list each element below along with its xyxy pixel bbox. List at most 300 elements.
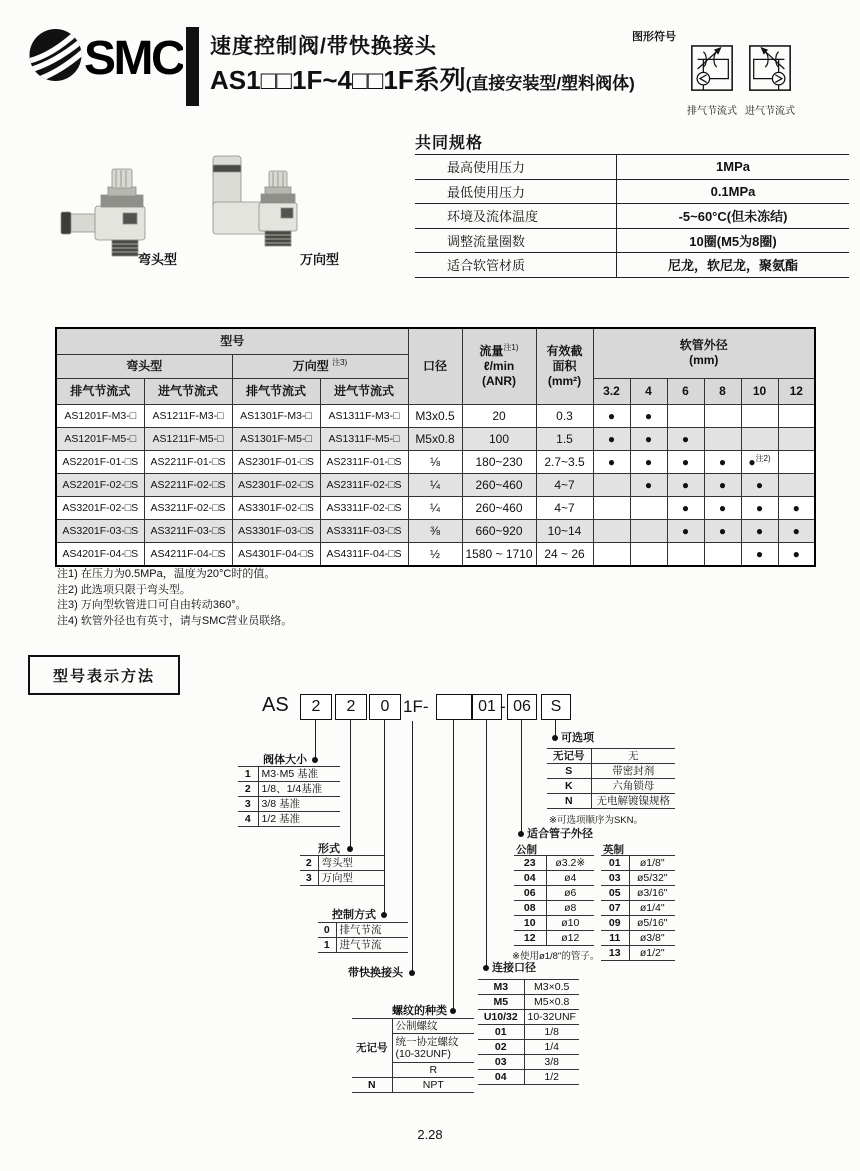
model-cell: AS2311F-02-□S [320,473,408,496]
code-cell: 0 [318,923,336,938]
col-header-size: 3.2 [593,378,630,404]
dot-cell [704,542,741,566]
smc-logo-text: SMC [84,32,183,85]
col-header-meter-out: 排气节流式 [232,378,320,404]
dot-cell: ● [667,496,704,519]
model-cell: AS2211F-01-□S [144,450,232,473]
code-row [478,1070,579,1085]
dot-cell [778,404,815,427]
dot-cell [778,427,815,450]
code-row [300,856,384,871]
flow-cell: 660~920 [462,519,536,542]
desc-cell: 1/8 [524,1025,579,1040]
code-cell: 02 [478,1040,524,1055]
model-code-mid: 1F- [403,697,429,716]
area-cell: 1.5 [536,427,593,450]
common-specs-title: 共同规格 [415,135,484,152]
code-cell: 1 [318,938,336,953]
code-row [478,980,579,995]
desc-cell: ø3.2※ [546,856,594,871]
code-cell: 03 [478,1055,524,1070]
desc-cell: 排气节流 [336,923,408,938]
code-cell: 无记号 [547,749,591,764]
code-row [601,886,675,901]
port-cell: M3x0.5 [408,404,462,427]
leader-dot [518,831,524,837]
spec-row [415,253,849,278]
model-cell: AS2201F-02-□S [56,473,144,496]
desc-cell: 1/4 [524,1040,579,1055]
dot-cell: ● [778,519,815,542]
dot-cell: ● [778,496,815,519]
desc-cell: ø5/16" [629,916,675,931]
series-title [210,60,635,97]
spec-row [415,155,849,180]
fitting-label: 带快换接头 [348,967,403,979]
dot-cell [741,427,778,450]
thread-code: 无记号 [352,1019,392,1078]
spec-value: 10圈(M5为8圈) [617,228,850,253]
port-cell: ⅜ [408,519,462,542]
note-line: 注3) 万向型软管进口可自由转动360°。 [57,599,247,611]
model-cell: AS2211F-02-□S [144,473,232,496]
series-subtitle: (直接安装型/塑料阀体) [465,74,635,93]
col-header-meter-in: 进气节流式 [320,378,408,404]
col-header-meter-out: 排气节流式 [56,378,144,404]
leader-dot [409,970,415,976]
col-header-elbow: 弯头型 [56,354,232,378]
table-row [56,519,815,542]
port-cell: M5x0.8 [408,427,462,450]
desc-cell: 无电解镀镍规格 [591,794,675,809]
col-header-size: 10 [741,378,778,404]
desc-cell: M5×0.8 [524,995,579,1010]
dot-cell: ● [630,450,667,473]
dot-cell: ● [741,496,778,519]
model-cell: AS3301F-03-□S [232,519,320,542]
desc-cell: 1/8、1/4基准 [258,782,340,797]
col-header-port: 口径 [408,328,462,404]
table-row [56,404,815,427]
flow-cell: 260~460 [462,496,536,519]
leader-dot [450,1008,456,1014]
model-cell: AS1211F-M3-□ [144,404,232,427]
desc-cell: ø1/2" [629,946,675,961]
series-name: AS1□□1F~4□□1F系列 [210,65,466,95]
header-divider-bar [186,27,199,106]
model-cell: AS4311F-04-□S [320,542,408,566]
dot-cell: ● [667,473,704,496]
spec-row [415,204,849,229]
model-cell: AS3211F-03-□S [144,519,232,542]
dot-cell [704,404,741,427]
dot-cell: ● [704,450,741,473]
table-notes [57,567,292,629]
thread-desc: 统一协定螺纹 (10-32UNF) [392,1034,474,1063]
desc-cell: 带密封剂 [591,764,675,779]
code-cell: 09 [601,916,629,931]
table-row [56,427,815,450]
dot-cell: ● [630,404,667,427]
model-cell: AS1201F-M3-□ [56,404,144,427]
code-row [238,812,340,827]
model-cell: AS3201F-03-□S [56,519,144,542]
code-cell: 01 [601,856,629,871]
code-row [601,931,675,946]
dot-cell [593,542,630,566]
area-cell: 10~14 [536,519,593,542]
code-cell: 3 [238,797,258,812]
desc-cell: 无 [591,749,675,764]
options-note: ※可选项顺序为SKN。 [549,815,643,826]
dot-cell [778,473,815,496]
code-row [478,1025,579,1040]
dot-cell: ● [593,404,630,427]
port-cell: ¼ [408,496,462,519]
model-cell: AS4211F-04-□S [144,542,232,566]
model-code-box-style: 2 [335,694,367,720]
port-cell: ⅛ [408,450,462,473]
leader-dot [381,912,387,918]
thread-desc: 公制螺纹 [392,1019,474,1034]
leader-dot [552,735,558,741]
desc-cell: 万向型 [318,871,384,886]
options-table [547,748,675,809]
meter-in-symbol-caption: 进气节流式 [745,106,795,117]
desc-cell: ø1/8" [629,856,675,871]
spec-value: 0.1MPa [617,179,850,204]
model-cell: AS2201F-01-□S [56,450,144,473]
code-row [547,764,675,779]
ordering-section-title: 型号表示方法 [28,655,180,695]
graphic-symbols-label: 图形符号 [632,31,676,43]
table-row [56,473,815,496]
model-cell: AS2311F-01-□S [320,450,408,473]
tube-metric-label: 公制 [516,844,537,856]
model-table [55,327,816,567]
desc-cell: 10-32UNF [524,1010,579,1025]
code-row [514,931,594,946]
dot-cell: ● [593,450,630,473]
dot-cell: ● [741,542,778,566]
style-table [300,855,384,886]
code-cell: 04 [478,1070,524,1085]
col-header-size: 8 [704,378,741,404]
dot-cell: ● [778,542,815,566]
spec-value: 1MPa [617,155,850,180]
model-cell: AS3201F-02-□S [56,496,144,519]
leader-line [350,719,351,849]
desc-cell: M3×0.5 [524,980,579,995]
col-header-universal: 万向型 $^{注3)}$ [232,354,408,378]
model-code-box-port: 01 [472,694,502,720]
desc-cell: 3/8 [524,1055,579,1070]
desc-cell: 进气节流 [336,938,408,953]
code-row [514,901,594,916]
control-label: 控制方式 [332,909,376,921]
meter-in-symbol-icon [746,40,794,98]
spec-label: 最高使用压力 [415,155,617,180]
dot-cell [704,427,741,450]
code-cell: 05 [601,886,629,901]
note-line: 注1) 在压力为0.5MPa，温度为20°C时的值。 [57,568,276,580]
desc-cell: ø6 [546,886,594,901]
leader-line [521,719,522,834]
smc-logo [28,25,183,85]
dot-cell [630,519,667,542]
code-cell: 10 [514,916,546,931]
code-row [547,749,675,764]
leader-dot [312,757,318,763]
dot-cell: ● [704,519,741,542]
port-cell: ¼ [408,473,462,496]
code-row [478,1055,579,1070]
dot-cell: ●$^{注2)}$ [741,450,778,473]
spec-label: 最低使用压力 [415,179,617,204]
model-code-box-thread [436,694,472,720]
model-code-prefix: AS [262,694,289,716]
code-cell: 04 [514,871,546,886]
dot-cell: ● [667,427,704,450]
model-cell: AS4201F-04-□S [56,542,144,566]
dot-cell: ● [741,473,778,496]
area-cell: 2.7~3.5 [536,450,593,473]
flow-cell: 180~230 [462,450,536,473]
model-cell: AS1201F-M5-□ [56,427,144,450]
model-cell: AS1211F-M5-□ [144,427,232,450]
desc-cell: ø3/16" [629,886,675,901]
options-label: 可选项 [561,732,594,744]
code-row [238,782,340,797]
model-cell: AS3211F-02-□S [144,496,232,519]
code-cell: M3 [478,980,524,995]
port-size-table [478,979,579,1085]
code-cell: 4 [238,812,258,827]
code-row [238,767,340,782]
col-header-area: 有效截 面积 (mm²) [536,328,593,404]
dot-cell [593,519,630,542]
code-row [514,886,594,901]
desc-cell: ø12 [546,931,594,946]
code-cell: U10/32 [478,1010,524,1025]
model-cell: AS2301F-02-□S [232,473,320,496]
model-cell: AS1311F-M3-□ [320,404,408,427]
col-header-size: 4 [630,378,667,404]
tube-inch-table [601,855,675,961]
flow-cell: 260~460 [462,473,536,496]
area-cell: 24 ~ 26 [536,542,593,566]
code-cell: 2 [238,782,258,797]
model-cell: AS3311F-02-□S [320,496,408,519]
desc-cell: ø3/8" [629,931,675,946]
code-cell: 06 [514,886,546,901]
code-row [318,923,408,938]
model-code-box-option: S [541,694,571,720]
style-label: 形式 [318,843,340,855]
code-cell: 08 [514,901,546,916]
code-cell: K [547,779,591,794]
model-code-box-body-size: 2 [300,694,332,720]
note-line: 注2) 此选项只限于弯头型。 [57,583,191,596]
control-table [318,922,408,953]
desc-cell: 1/2 基准 [258,812,340,827]
note-line: 注4) 软管外径也有英寸，请与SMC营业员联络。 [57,614,293,627]
code-row [514,871,594,886]
col-header-flow: 流量$^{注1)}$ ℓ/min (ANR) [462,328,536,404]
model-cell: AS3301F-02-□S [232,496,320,519]
common-specs-table [415,154,849,278]
model-cell: AS3311F-03-□S [320,519,408,542]
desc-cell: ø10 [546,916,594,931]
port-cell: ½ [408,542,462,566]
tube-inch-label: 英制 [603,844,624,856]
desc-cell: ø8 [546,901,594,916]
code-row [478,1040,579,1055]
model-code-box-tube: 06 [507,694,537,720]
dot-cell [630,496,667,519]
code-cell: 23 [514,856,546,871]
desc-cell: 3/8 基准 [258,797,340,812]
leader-dot [483,965,489,971]
meter-out-symbol-icon [688,40,736,98]
col-header-meter-in: 进气节流式 [144,378,232,404]
dot-cell [741,404,778,427]
desc-cell: ø4 [546,871,594,886]
col-header-tube-od: 软管外径 (mm) [593,328,815,378]
page-number: 2.28 [417,1127,443,1142]
dot-cell [593,473,630,496]
leader-line [453,719,454,1011]
elbow-type-photo [55,162,195,262]
dot-cell [667,404,704,427]
code-row [601,856,675,871]
dot-cell [667,542,704,566]
col-header-size: 12 [778,378,815,404]
desc-cell: 弯头型 [318,856,384,871]
model-cell: AS1301F-M3-□ [232,404,320,427]
thread-table [352,1018,474,1093]
code-row [238,797,340,812]
area-cell: 4~7 [536,473,593,496]
code-cell: 01 [478,1025,524,1040]
flow-cell: 1580 ~ 1710 [462,542,536,566]
code-cell: S [547,764,591,779]
code-cell: 03 [601,871,629,886]
desc-cell: M3·M5 基准 [258,767,340,782]
universal-type-caption: 万向型 [300,252,340,267]
desc-cell: ø5/32" [629,871,675,886]
desc-cell: ø1/4" [629,901,675,916]
dot-cell: ● [704,496,741,519]
code-row [601,916,675,931]
code-row [478,1010,579,1025]
table-row [56,542,815,566]
flow-cell: 20 [462,404,536,427]
thread-label: 螺纹的种类 [392,1005,447,1017]
code-row [514,916,594,931]
thread-desc: NPT [392,1078,474,1093]
body-size-table [238,766,340,827]
table-row [56,496,815,519]
code-row [514,856,594,871]
model-cell: AS1311F-M5-□ [320,427,408,450]
code-cell: 1 [238,767,258,782]
dot-cell: ● [667,519,704,542]
universal-type-photo [203,150,323,262]
code-row [601,901,675,916]
dot-cell [778,450,815,473]
leader-line [412,721,413,973]
code-row [300,871,384,886]
page-title: 速度控制阀/带快换接头 [210,35,437,58]
leader-line [384,719,385,915]
code-row [547,794,675,809]
code-cell: 2 [300,856,318,871]
dot-cell: ● [704,473,741,496]
spec-row [415,228,849,253]
body-size-label: 阀体大小 [263,754,307,766]
leader-dot [347,846,353,852]
spec-value: 尼龙，软尼龙，聚氨酯 [617,253,850,278]
dot-cell: ● [630,427,667,450]
dot-cell: ● [630,473,667,496]
code-cell: N [547,794,591,809]
col-header-size: 6 [667,378,704,404]
model-cell: AS4301F-04-□S [232,542,320,566]
code-row [318,938,408,953]
code-cell: 07 [601,901,629,916]
code-row [547,779,675,794]
area-cell: 4~7 [536,496,593,519]
code-cell: M5 [478,995,524,1010]
dot-cell: ● [741,519,778,542]
dot-cell: ● [593,427,630,450]
code-row [601,946,675,961]
flow-cell: 100 [462,427,536,450]
spec-value: -5~60°C(但未冻结) [617,204,850,229]
code-cell: 3 [300,871,318,886]
dot-cell: ● [667,450,704,473]
desc-cell: 1/2 [524,1070,579,1085]
table-row [56,450,815,473]
spec-label: 适合软管材质 [415,253,617,278]
spec-row [415,179,849,204]
leader-line [486,719,487,968]
dot-cell [630,542,667,566]
leader-line [315,719,316,760]
tube-metric-table [514,855,594,946]
spec-label: 环境及流体温度 [415,204,617,229]
dot-cell [593,496,630,519]
code-cell: 12 [514,931,546,946]
spec-label: 调整流量圈数 [415,228,617,253]
thread-desc: R [392,1063,474,1078]
thread-code: N [352,1078,392,1093]
code-row [601,871,675,886]
elbow-type-caption: 弯头型 [138,252,178,267]
col-header-model: 型号 [56,328,408,354]
code-cell: 13 [601,946,629,961]
tube-metric-note: ※使用ø1/8"的管子。 [512,951,600,962]
area-cell: 0.3 [536,404,593,427]
desc-cell: 六角锁母 [591,779,675,794]
model-cell: AS2301F-01-□S [232,450,320,473]
code-cell: 11 [601,931,629,946]
model-cell: AS1301F-M5-□ [232,427,320,450]
tube-od-label: 适合管子外径 [527,828,593,840]
code-row [478,995,579,1010]
model-code-hyphen: - [500,697,506,716]
